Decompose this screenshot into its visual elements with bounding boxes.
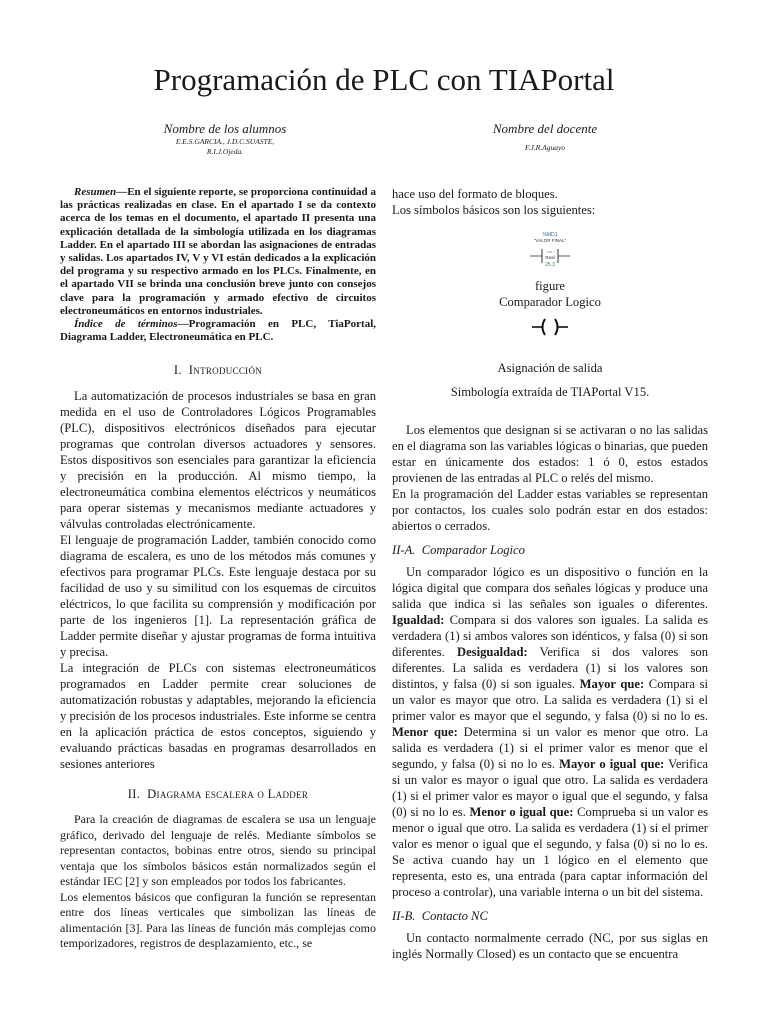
term-mayor-que: Mayor que: [579,677,645,691]
subsection-2b-paragraph: Un contacto normalmente cerrado (NC, por sus siglas en inglés Normally Closed) es un contacto que se encuentra [392,931,708,961]
comparator-figure [520,232,580,272]
section-1-heading [60,362,376,378]
section-2-number: II. [127,787,141,802]
authors-teacher-line1: F.J.R.Aguayo [524,143,566,152]
subsection-2a-heading [392,542,708,558]
index-terms-lead: Índice de términos [74,318,178,331]
section-1-number: I. [173,363,182,378]
abstract [60,186,376,344]
paper-title: Programación de PLC con TIAPortal [153,62,615,97]
authors-teacher-heading: Nombre del docente [492,121,598,136]
output-coil-symbol [520,314,580,340]
section-1-title: Introducción [188,363,263,378]
figure-1-caption: Comparador Logico [499,295,601,309]
comparator-type: Real [545,255,555,260]
section-1-paragraph: El lenguaje de programación Ladder, también conocido como diagrama de escalera, es uno de los métodos más comunes y efectivos para programar PLCs. Este lenguaje destaca por su facilidad de uso y su similitud con los esquemas de circuitos eléctricos, lo que facilita su comprensión y modificación por parte de los ingenieros [1]. La representación gráfica de Ladder permite diseñar y ajustar programas de forma intuitiva y precisa. [60,533,376,660]
authors-teacher [440,121,650,153]
term-menor-que: Menor que: [392,725,458,739]
comparator-name: "VALOR FINAL" [533,238,567,243]
abstract-lead: Resumen [74,186,117,198]
index-terms-text: —Programación en PLC, TiaPortal, Diagrama Ladder, Electroneumática en PLC. [60,318,376,344]
authors-students-line2: R.I.J.Ojeda. [206,147,244,156]
authors-students [120,121,330,157]
section-1-paragraph: La automatización de procesos industriales se basa en gran medida en el uso de Controladores Lógicos Programables (PLC), dispositivos electrónicos diseñados para ejecutar programas que controlan diversos actuadores y sensores. Estos dispositivos son esenciales para garantizar la eficiencia y precisión en la producción. Al mismo tiempo, la electroneumática combina elementos eléctricos y neumáticos para operar sistemas y mecanismos mediante actuadores y válvulas controladas electrónicamente. [60,389,376,532]
subsection-2b-heading [392,908,708,924]
abstract-text: —En el siguiente reporte, se proporciona continuidad a las prácticas realizadas en clase. En el apartado I se da contexto acerca de los temas en el documento, el apartado II presenta una explicación detallada de la simbología utilizada en los diagramas Ladder. En el apartado III se abordan las asignaciones de entradas y salidas. Los apartados IV, V y VI están dedicados a la explicación del programa y su respectivo armado en los PLCs. Finalmente, en el apartado VII se brinda una conclusión breve junto con consejos clave para la programación y armado efectivo de circuitos electroneumáticos en entornos industriales. [60,186,376,317]
subsection-2a-number: II-A. [392,543,416,557]
def-mayor-que: Compara si un valor es mayor que otro. La salida es verdadera (1) si el primer valor es mayor que el segundo, y falsa (0) si no lo es. [392,677,708,723]
comparator-value: 25.3 [545,262,555,268]
def-desigualdad: Verifica si dos valores son diferentes. La salida es verdadera (1) si los valores son distintos, y falsa (0) si son iguales. [392,645,708,691]
comparator-tag: %MD1 [542,232,558,238]
section-2-paragraph: En la programación del Ladder estas variables se representan por contactos, los cuales solo podrán estar en dos estados: abiertos o cerrados. [392,487,708,533]
figure-source: Simbología extraída de TIAPortal V15. [450,385,650,399]
comparator-operator: == [547,249,553,254]
term-desigualdad: Desigualdad: [457,645,528,659]
section-2-paragraph: Los símbolos básicos son los siguientes: [392,203,596,217]
section-2-paragraph-cont: hace uso del formato de bloques. [392,187,558,201]
term-igualdad: Igualdad: [392,613,445,627]
right-column [392,186,708,962]
subsection-2b-title: Contacto NC [421,909,488,923]
section-2-paragraph: Los elementos que designan si se activaran o no las salidas en el diagrama son las variables lógicas o binarias, que pueden estar en únicamente dos estados: 1 ó 0, estos estados provienen de las entradas al PLC o relés del mismo. [392,423,708,485]
subsection-2a-paragraph [392,564,708,900]
authors-students-heading: Nombre de los alumnos [163,121,287,136]
def-menor-que: Determina si un valor es menor que otro. La salida es verdadera (1) si el primer valor es menor que el segundo, y falsa (0) si no lo es. [392,725,708,771]
subsection-2a-title: Comparador Logico [421,543,525,557]
subsection-2b-number: II-B. [392,909,416,923]
def-mayor-o-igual: Verifica si un valor es mayor o igual que otro. La salida es verdadera (1) si el primer valor es mayor o igual que el segundo, y falsa (0) si no lo es. [392,757,708,819]
def-menor-o-igual: Comprueba si un valor es menor o igual que otro. La salida es verdadera (1) si el primer valor es menor o igual que el segundo, y falsa (0) si no lo es. Se activa cuando hay un 1 lógico en el elemento que representa, esto es, una entrada (para captar información del proceso a controlar), una variable interna o un bit del sistema. [392,805,708,899]
def-igualdad: Compara si dos valores son iguales. La salida es verdadera (1) si ambos valores son idénticos, y falsa (0) si son diferentes. [392,613,708,659]
section-2-paragraph: Para la creación de diagramas de escalera se usa un lenguaje gráfico, derivado del lenguaje de relés. Mediante símbolos se representan contactos, bobinas entre otros, siendo su principal ventaja que los símbolos básicos están normalizados según el estándar IEC [2] y son empleados por todos los fabricantes. [60,812,376,889]
section-1-paragraph: La integración de PLCs con sistemas electroneumáticos programados en Ladder permite crear soluciones de automatización robustas y adaptables, mejorando la eficiencia y precisión de los procesos industriales. Este informe se centra en la aplicación práctica de estos conceptos, siguiendo y evaluando prácticas basadas en programas desarrollados en sesiones anteriores [60,661,376,772]
left-column [60,186,376,952]
comparator-intro: Un comparador lógico es un dispositivo o función en la lógica digital que compara dos señales lógicas y produce una salida que indica si las señales son iguales o diferentes. [392,565,708,611]
figure-2-caption: Asignación de salida [497,361,603,375]
authors-students-line1: E.E.S.GARCIA., J.D.C.SUASTE, [175,137,275,146]
section-2-heading [60,786,376,802]
section-2-paragraph: Los elementos básicos que configuran la función se representan entre dos líneas verticales que simbolizan las líneas de alimentación [3]. Para las líneas de función más complejas como temporizadores, registros de desplazamiento, etc., se [60,889,376,951]
figure-1-label: figure [534,279,566,293]
section-2-title: Diagrama escalera o Ladder [147,787,309,802]
term-menor-o-igual: Menor o igual que: [469,805,574,819]
term-mayor-o-igual: Mayor o igual que: [559,757,665,771]
